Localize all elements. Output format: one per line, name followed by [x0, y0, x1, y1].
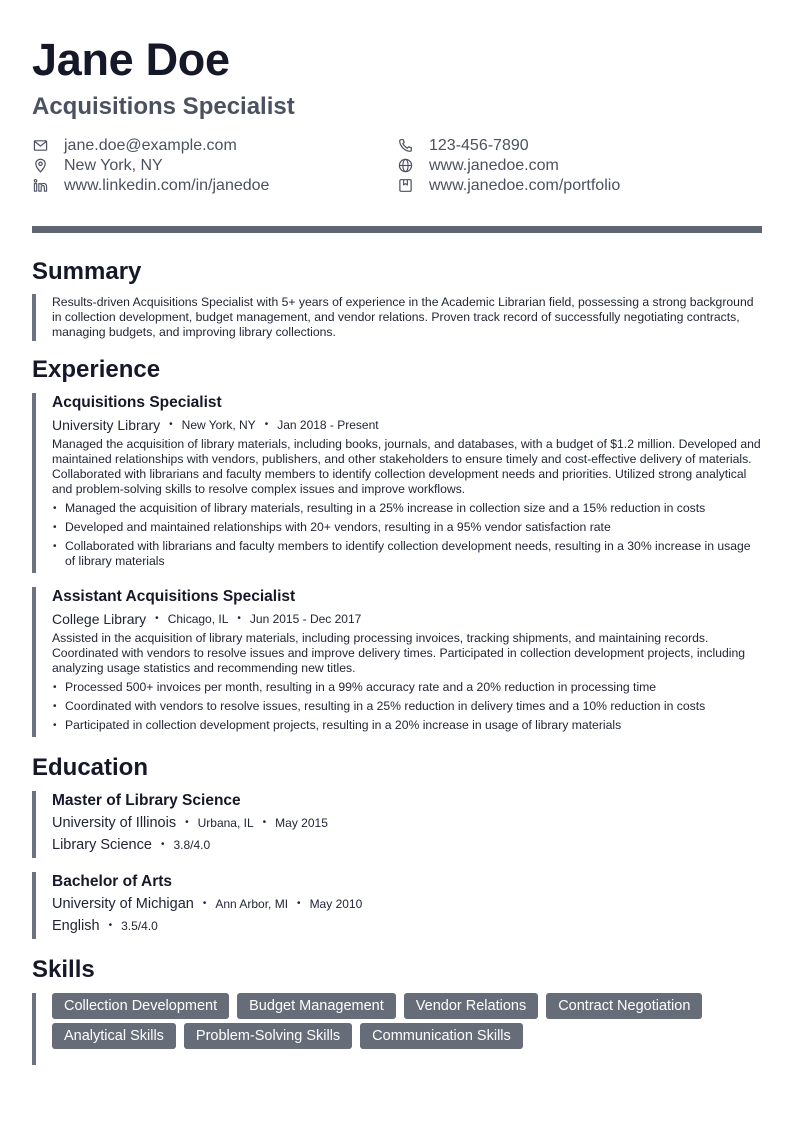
job-entry [32, 393, 762, 573]
field-of-study: English [52, 918, 100, 934]
experience-section [32, 355, 762, 737]
candidate-name: Jane Doe [32, 34, 230, 85]
job-role: Assistant Acquisitions Specialist [52, 588, 296, 605]
gpa-value: 3.5/4.0 [121, 919, 158, 933]
school-location: Urbana, IL [197, 816, 254, 830]
contact-email-text: jane.doe@example.com [64, 136, 237, 154]
job-achievements [52, 501, 762, 569]
job-dates: Jun 2015 - Dec 2017 [249, 612, 362, 626]
skill-tag: Communication Skills [360, 1023, 523, 1049]
separator-dot: • [160, 839, 165, 850]
contact-linkedin[interactable] [32, 176, 397, 195]
education-section [32, 753, 762, 939]
candidate-title: Acquisitions Specialist [32, 93, 295, 120]
summary-heading: Summary [32, 258, 142, 285]
contact-location [32, 156, 397, 175]
contact-list [32, 136, 762, 195]
contact-location-text: New York, NY [64, 156, 163, 174]
separator-dot: • [264, 419, 269, 430]
job-org: College Library [52, 611, 147, 627]
skill-tag: Problem-Solving Skills [184, 1023, 352, 1049]
degree-name: Master of Library Science [52, 792, 241, 809]
school-location: Ann Arbor, MI [215, 897, 289, 911]
contact-phone[interactable] [397, 136, 762, 155]
globe-icon [397, 158, 413, 174]
job-description: Managed the acquisition of library materials, including books, journals, and databases, with a budget of $1.2 million. Developed and maintained relationships with vendors, publishers, and other stakeholders to ensure timely and cost-effective delivery of materials. Collaborated with librarians and faculty members to identify collection development needs and priorities. Utilized strong analytical and problem-solving skills to resolve complex issues and improve workflows. [52, 437, 761, 496]
education-meta [52, 894, 762, 914]
contact-email[interactable] [32, 136, 397, 155]
education-meta [52, 813, 762, 833]
job-entry [32, 587, 762, 737]
location-icon [32, 158, 48, 174]
header-divider [32, 226, 762, 233]
job-org: University Library [52, 417, 161, 433]
separator-dot: • [185, 817, 189, 828]
job-description: Assisted in the acquisition of library materials, including processing invoices, tracking shipments, and maintaining records. Coordinated with vendors to resolve issues and improve delivery times. Participated in collection development projects, including analyzing usage statistics and recommending new titles. [52, 631, 746, 675]
job-role: Acquisitions Specialist [52, 394, 222, 411]
education-entry [32, 872, 762, 939]
summary-text: Results-driven Acquisitions Specialist with 5+ years of experience in the Academic Librarian field, possessing a strong background in collection development, budget management, and vendor relations. Proven track record of successfully negotiating contracts, managing budgets, and improving library collections. [32, 294, 762, 341]
skills-heading: Skills [32, 956, 95, 983]
contact-linkedin-text: www.linkedin.com/in/janedoe [64, 176, 270, 194]
job-achievements [52, 680, 762, 733]
job-meta [52, 416, 762, 434]
mail-icon [32, 138, 48, 154]
school-name: University of Michigan [52, 896, 194, 912]
separator-dot: • [169, 419, 173, 430]
list-item: • Coordinated with vendors to resolve issues, resulting in a 25% reduction in delivery times and a 10% reduction in costs [52, 699, 762, 714]
education-field-meta [52, 916, 762, 936]
separator-dot: • [108, 920, 113, 931]
contact-website[interactable] [397, 156, 762, 175]
list-item: • Managed the acquisition of library materials, resulting in a 25% increase in collection size and a 15% reduction in costs [52, 501, 762, 516]
education-entry [32, 791, 762, 858]
graduation-date: May 2010 [309, 897, 363, 911]
contact-website-text: www.janedoe.com [429, 156, 559, 174]
skill-tag: Budget Management [237, 993, 396, 1019]
separator-dot: • [155, 613, 159, 624]
skills-list [32, 993, 762, 1065]
list-item: • Developed and maintained relationships with 20+ vendors, resulting in a 95% vendor satisfaction rate [52, 520, 762, 535]
field-of-study: Library Science [52, 837, 152, 853]
list-item: • Collaborated with librarians and faculty members to identify collection development needs, resulting in a 30% increase in usage of library materials [52, 539, 762, 569]
graduation-date: May 2015 [275, 816, 328, 830]
list-item: • Processed 500+ invoices per month, resulting in a 99% accuracy rate and a 20% reduction in processing time [52, 680, 762, 695]
skill-tag: Vendor Relations [404, 993, 538, 1019]
summary-section [32, 257, 762, 341]
skill-tag: Analytical Skills [52, 1023, 176, 1049]
phone-icon [397, 138, 413, 154]
separator-dot: • [202, 898, 207, 909]
job-location: Chicago, IL [167, 612, 229, 626]
education-field-meta [52, 835, 762, 855]
skill-tag: Contract Negotiation [546, 993, 702, 1019]
contact-portfolio[interactable] [397, 176, 762, 195]
job-location: New York, NY [181, 418, 256, 432]
education-heading: Education [32, 754, 149, 781]
separator-dot: • [237, 613, 241, 624]
bookmark-icon [397, 178, 413, 194]
linkedin-icon [32, 178, 48, 194]
contact-phone-text: 123-456-7890 [429, 136, 529, 154]
separator-dot: • [262, 817, 267, 828]
gpa-value: 3.8/4.0 [173, 838, 211, 852]
job-dates: Jan 2018 - Present [277, 418, 379, 432]
job-meta [52, 610, 762, 628]
skill-tag: Collection Development [52, 993, 229, 1019]
degree-name: Bachelor of Arts [52, 873, 173, 890]
skills-section [32, 955, 762, 1065]
school-name: University of Illinois [52, 815, 177, 831]
experience-heading: Experience [32, 356, 161, 383]
contact-portfolio-text: www.janedoe.com/portfolio [429, 176, 621, 194]
separator-dot: • [297, 898, 301, 909]
list-item: • Participated in collection development projects, resulting in a 20% increase in usage of library materials [52, 718, 762, 733]
